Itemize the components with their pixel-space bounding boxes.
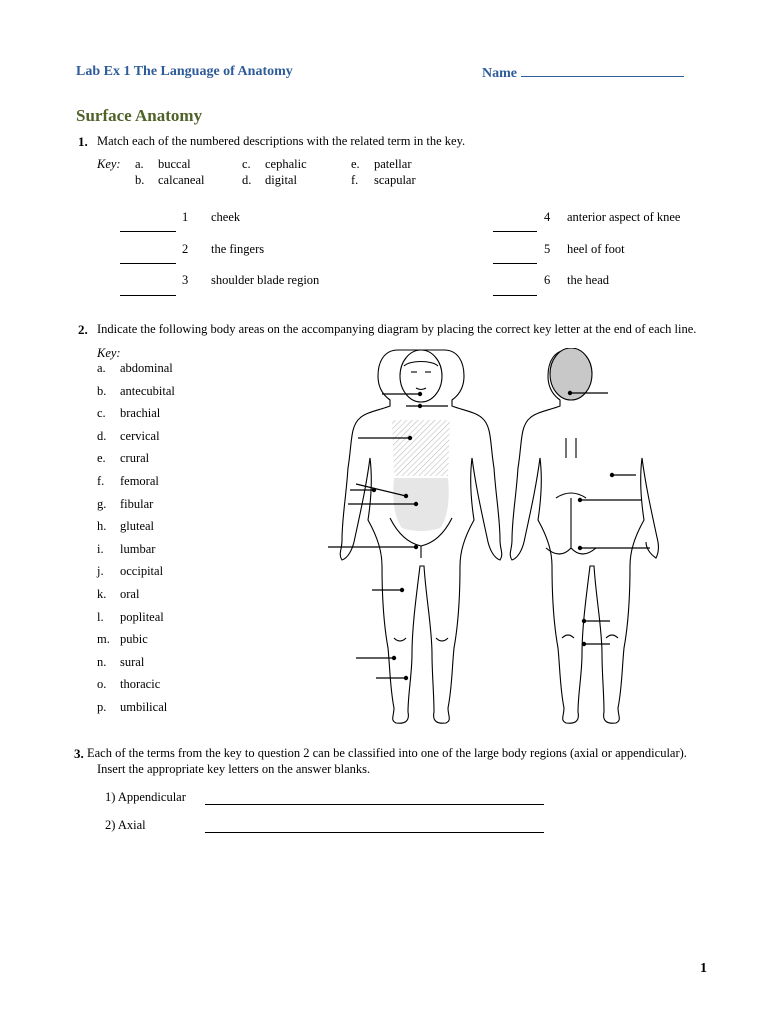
q3-prompt-line2: Insert the appropriate key letters on the answer blanks. <box>97 762 371 776</box>
q1-key-term: digital <box>265 173 297 187</box>
q2-key-letter: g. <box>97 496 107 511</box>
q2-key-term: antecubital <box>120 383 175 398</box>
q2-key-term: crural <box>120 451 150 466</box>
q1-key-label: Key: <box>97 157 121 171</box>
q2-key-term: sural <box>120 654 145 669</box>
q2-key-letter: d. <box>97 428 107 443</box>
answer-blank-5[interactable] <box>493 263 537 264</box>
appendicular-answer-line[interactable] <box>205 804 544 805</box>
q2-key-letter: e. <box>97 451 106 466</box>
q3-number: 3. <box>74 746 84 761</box>
q2-key-term: oral <box>120 587 140 601</box>
q2-key-term: brachial <box>120 406 161 421</box>
q2-key-letter: l. <box>97 609 104 624</box>
q2-key-letter: m. <box>97 632 110 647</box>
q2-key-label: Key: <box>97 346 121 360</box>
q2-key-term: pubic <box>120 632 148 647</box>
q1-key-letter: d. <box>242 173 252 187</box>
q1-prompt: Match each of the numbered descriptions with the related term in the key. <box>97 134 466 148</box>
answer-blank-6[interactable] <box>493 295 537 296</box>
item-description: the fingers <box>211 242 265 256</box>
item-description: heel of foot <box>567 242 625 256</box>
q2-key-letter: j. <box>97 564 104 579</box>
item-number: 3 <box>182 273 189 287</box>
q2-key-letter: h. <box>97 519 107 534</box>
q3-prompt-line1: Each of the terms from the key to question 2 can be classified into one of the large body regions (axial or appendicular). <box>87 746 687 760</box>
q2-prompt: Indicate the following body areas on the accompanying diagram by placing the correct key letter at the end of each line. <box>97 322 697 336</box>
name-line[interactable] <box>521 64 684 77</box>
q1-number: 1. <box>78 134 88 149</box>
q2-key-term: lumbar <box>120 541 156 556</box>
item-number: 6 <box>544 273 551 287</box>
q2-key-letter: i. <box>97 541 104 556</box>
item-number: 1 <box>182 210 189 224</box>
q1-key-letter: a. <box>135 157 144 171</box>
q2-key-term: thoracic <box>120 677 161 692</box>
answer-blank-1[interactable] <box>120 231 176 232</box>
q2-key-term: femoral <box>120 474 159 488</box>
item-description: cheek <box>211 210 241 224</box>
q1-key-letter: e. <box>351 157 360 171</box>
q2-key-letter: c. <box>97 406 106 421</box>
item-description: shoulder blade region <box>211 273 320 287</box>
name-field[interactable] <box>482 64 684 82</box>
item-number: 5 <box>544 242 551 256</box>
item-description: anterior aspect of knee <box>567 210 681 224</box>
q1-key-term: buccal <box>158 157 191 171</box>
q1-key-term: cephalic <box>265 157 307 171</box>
q2-key-term: fibular <box>120 496 154 511</box>
name-label: Name <box>482 66 517 81</box>
posterior-figure <box>510 348 658 723</box>
lab-title: Lab Ex 1 The Language of Anatomy <box>76 64 293 79</box>
q2-key-letter: b. <box>97 383 107 398</box>
page-number: 1 <box>700 961 707 976</box>
body-diagram <box>320 348 660 730</box>
q2-key-term: abdominal <box>120 361 173 375</box>
q1-key-letter: c. <box>242 157 251 171</box>
axial-label: 2) Axial <box>105 818 146 832</box>
q2-key-letter: p. <box>97 700 107 714</box>
q1-key-term: patellar <box>374 157 412 171</box>
item-number: 2 <box>182 242 189 256</box>
q2-key-term: gluteal <box>120 519 155 534</box>
answer-blank-4[interactable] <box>493 231 537 232</box>
q1-key-term: scapular <box>374 173 416 187</box>
q2-key-term: cervical <box>120 428 160 443</box>
q2-key-letter: f. <box>97 474 105 488</box>
q1-key-term: calcaneal <box>158 173 205 187</box>
appendicular-label: 1) Appendicular <box>105 790 186 804</box>
q1-key-letter: b. <box>135 173 145 187</box>
item-description: the head <box>567 273 609 287</box>
answer-blank-3[interactable] <box>120 295 176 296</box>
section-title: Surface Anatomy <box>76 106 203 125</box>
q2-number: 2. <box>78 322 88 337</box>
q2-key-letter: o. <box>97 677 107 692</box>
q2-key-term: popliteal <box>120 609 164 624</box>
q2-key-term: umbilical <box>120 700 168 714</box>
q2-key-letter: n. <box>97 654 107 669</box>
axial-answer-line[interactable] <box>205 832 544 833</box>
q2-key-letter: k. <box>97 587 107 601</box>
answer-blank-2[interactable] <box>120 263 176 264</box>
item-number: 4 <box>544 210 551 224</box>
q1-key-letter: f. <box>351 173 359 187</box>
q2-key-letter: a. <box>97 361 106 375</box>
q2-key-term: occipital <box>120 564 164 579</box>
